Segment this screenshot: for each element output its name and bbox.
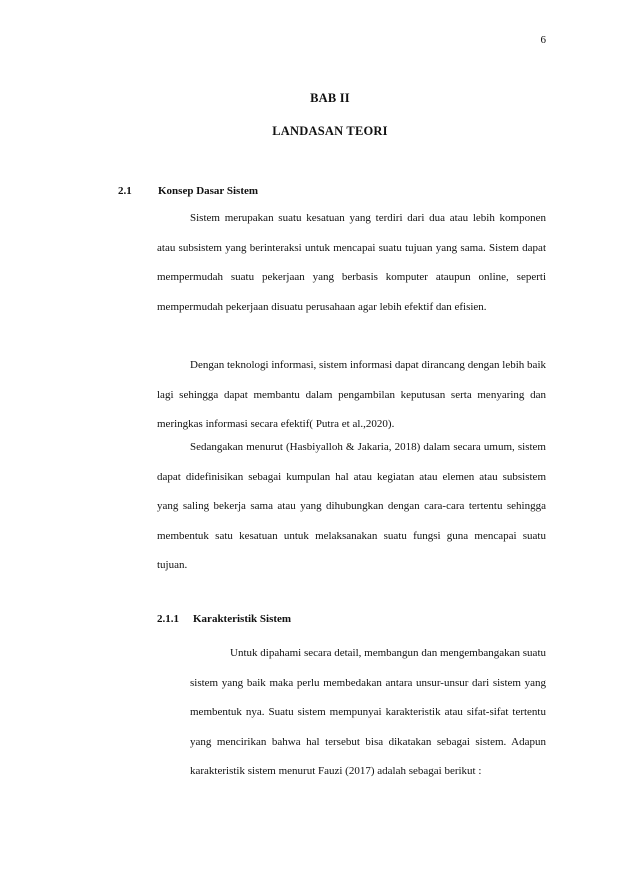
section-number: 2.1 <box>118 185 132 197</box>
chapter-title: LANDASAN TEORI <box>272 124 388 138</box>
subsection-title: Karakteristik Sistem <box>193 613 292 625</box>
subsection-heading <box>157 613 291 625</box>
page-number: 6 <box>540 34 546 46</box>
chapter-heading: BAB II <box>310 91 350 105</box>
section-heading <box>118 185 258 197</box>
paragraph-system-characteristics: Untuk dipahami secara detail, membangun dan mengembangakan suatu sistem yang baik maka perlu membedakan antara unsur-unsur dari sistem yang membentuk nya. Suatu sistem mempunyai karakteristik atau sifat-sifat tertentu yang mencirikan bahwa hal tersebut bisa dikatakan sebagai sistem. Adapun karakteristik sistem menurut Fauzi (2017) adalah sebagai berikut : <box>190 647 546 777</box>
section-title: Konsep Dasar Sistem <box>158 185 259 197</box>
paragraph-information-technology: Dengan teknologi informasi, sistem informasi dapat dirancang dengan lebih baik lagi sehingga dapat membantu dalam pengambilan keputusan serta menyaring dan meringkas informasi secara efektif( Putra et al.,2020). <box>157 359 546 430</box>
paragraph-system-general: Sedangakan menurut (Hasbiyalloh & Jakaria, 2018) dalam secara umum, sistem dapat didefinisikan sebagai kumpulan hal atau kegiatan atau elemen atau subsistem yang saling bekerja sama atau yang dihubungkan dengan cara-cara tertentu sehingga membentuk satu kesatuan untuk melaksanakan suatu fungsi guna mencapai suatu tujuan. <box>157 441 546 571</box>
paragraph-system-definition: Sistem merupakan suatu kesatuan yang terdiri dari dua atau lebih komponen atau subsistem yang berinteraksi untuk mencapai suatu tujuan yang sama. Sistem dapat mempermudah suatu pekerjaan yang berbasis komputer ataupun online, seperti mempermudah pekerjaan disuatu perusahaan agar lebih efektif dan efisien. <box>157 212 546 313</box>
subsection-number: 2.1.1 <box>157 613 179 625</box>
